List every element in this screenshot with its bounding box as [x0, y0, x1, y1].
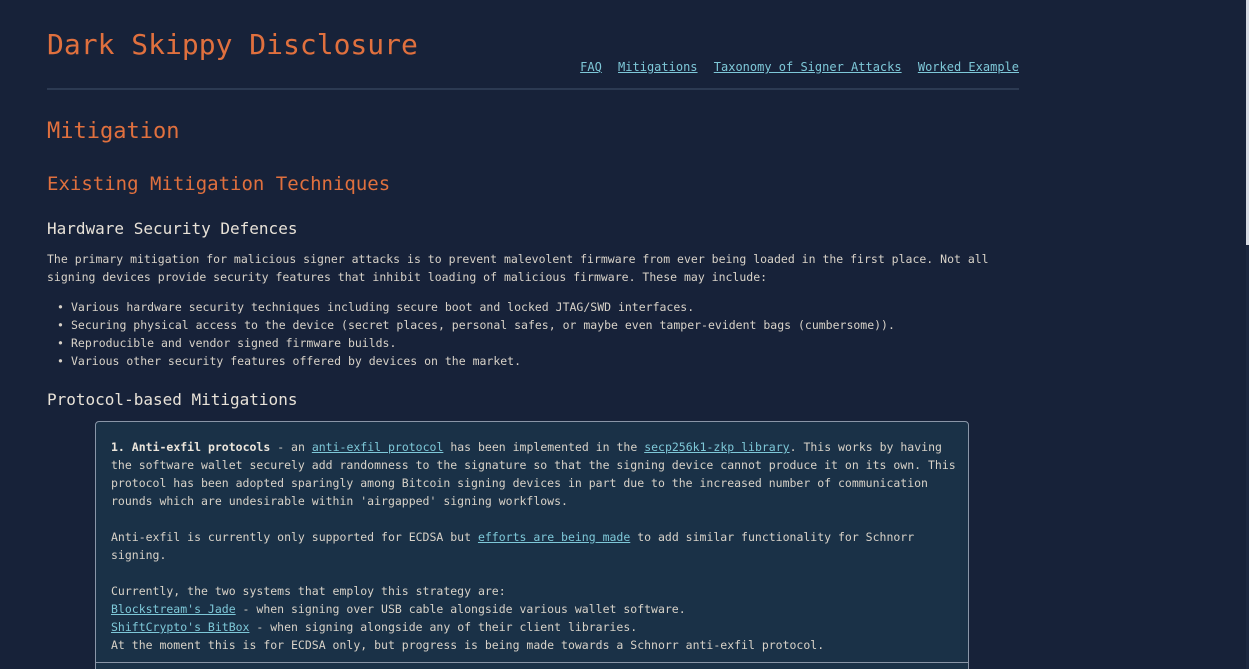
list-item-text: Various other security features offered by devices on the market. [71, 354, 522, 368]
page-title: Mitigation [47, 119, 180, 144]
hardware-defences-list [57, 298, 895, 370]
system-jade [111, 600, 956, 618]
item-number: 1. [111, 440, 125, 454]
list-item-text: Reproducible and vendor signed firmware builds. [71, 336, 397, 350]
nav-link-worked-example[interactable]: Worked Example [917, 60, 1019, 74]
nav-link-faq[interactable]: FAQ [580, 60, 602, 74]
list-item-text: Various hardware security techniques including secure boot and locked JTAG/SWD interfaces. [71, 300, 695, 314]
bullet: • [57, 318, 64, 332]
link-anti-exfil-protocol[interactable]: anti-exfil protocol [311, 440, 444, 454]
top-nav [571, 60, 1019, 74]
text-span: has been implemented in the [443, 440, 645, 454]
text-span: - when signing over USB cable alongside various wallet software. [235, 602, 686, 616]
header-divider [47, 88, 1019, 90]
nav-link-mitigations[interactable]: Mitigations [618, 60, 698, 74]
text-span: . This works by having the software wallet securely add randomness to the signature so that the signing device cannot produce it on its own. This protocol has been adopted sparingly among Bitcoin signing devices in part due to the increased number of communication rounds which are undesirable within 'airgapped' signing workflows. [111, 440, 956, 508]
link-shiftcrypto-bitbox[interactable]: ShiftCrypto's BitBox [111, 620, 250, 634]
link-blockstream-jade[interactable]: Blockstream's Jade [111, 602, 236, 616]
link-efforts-being-made[interactable]: efforts are being made [477, 530, 631, 544]
text-span: - an [270, 440, 312, 454]
site-title: Dark Skippy Disclosure [47, 28, 418, 61]
nav-link-taxonomy[interactable]: Taxonomy of Signer Attacks [713, 60, 902, 74]
bullet: • [57, 300, 64, 314]
bullet: • [57, 354, 64, 368]
anti-exfil-description [111, 438, 956, 510]
closing-note: At the moment this is for ECDSA only, but progress is being made towards a Schnorr anti-exfil protocol. [111, 638, 825, 652]
section-heading-existing-mitigations: Existing Mitigation Techniques [47, 173, 391, 195]
spacer [111, 564, 956, 582]
text-span: to add similar functionality for Schnorr signing. [111, 530, 915, 562]
protocol-item-anti-exfil [111, 438, 956, 654]
ecdsa-support-note [111, 528, 956, 564]
item-title: Anti-exfil protocols [131, 440, 271, 454]
text-span: - when signing alongside any of their client libraries. [249, 620, 638, 634]
list-item [57, 334, 895, 352]
system-bitbox [111, 618, 956, 636]
box-divider [96, 662, 968, 663]
section-heading-hardware-defences: Hardware Security Defences [47, 219, 298, 238]
bullet: • [57, 336, 64, 350]
hardware-intro-paragraph: The primary mitigation for malicious signer attacks is to prevent malevolent firmware from ever being loaded in the first place. Not all signing devices provide security features that inhibit loading of malicious firmware. These may include: [47, 252, 989, 284]
link-secp256k1-zkp[interactable]: secp256k1-zkp library [644, 440, 790, 454]
section-heading-protocol-mitigations: Protocol-based Mitigations [47, 390, 298, 409]
list-item [57, 352, 895, 370]
list-item [57, 316, 895, 334]
spacer [111, 510, 956, 528]
list-item [57, 298, 895, 316]
text-span: Anti-exfil is currently only supported for ECDSA but [111, 530, 478, 544]
protocol-mitigation-box [95, 421, 969, 669]
systems-intro: Currently, the two systems that employ this strategy are: [111, 584, 506, 598]
list-item-text: Securing physical access to the device (secret places, personal safes, or maybe even tamper-evident bags (cumbersome)). [71, 318, 895, 332]
